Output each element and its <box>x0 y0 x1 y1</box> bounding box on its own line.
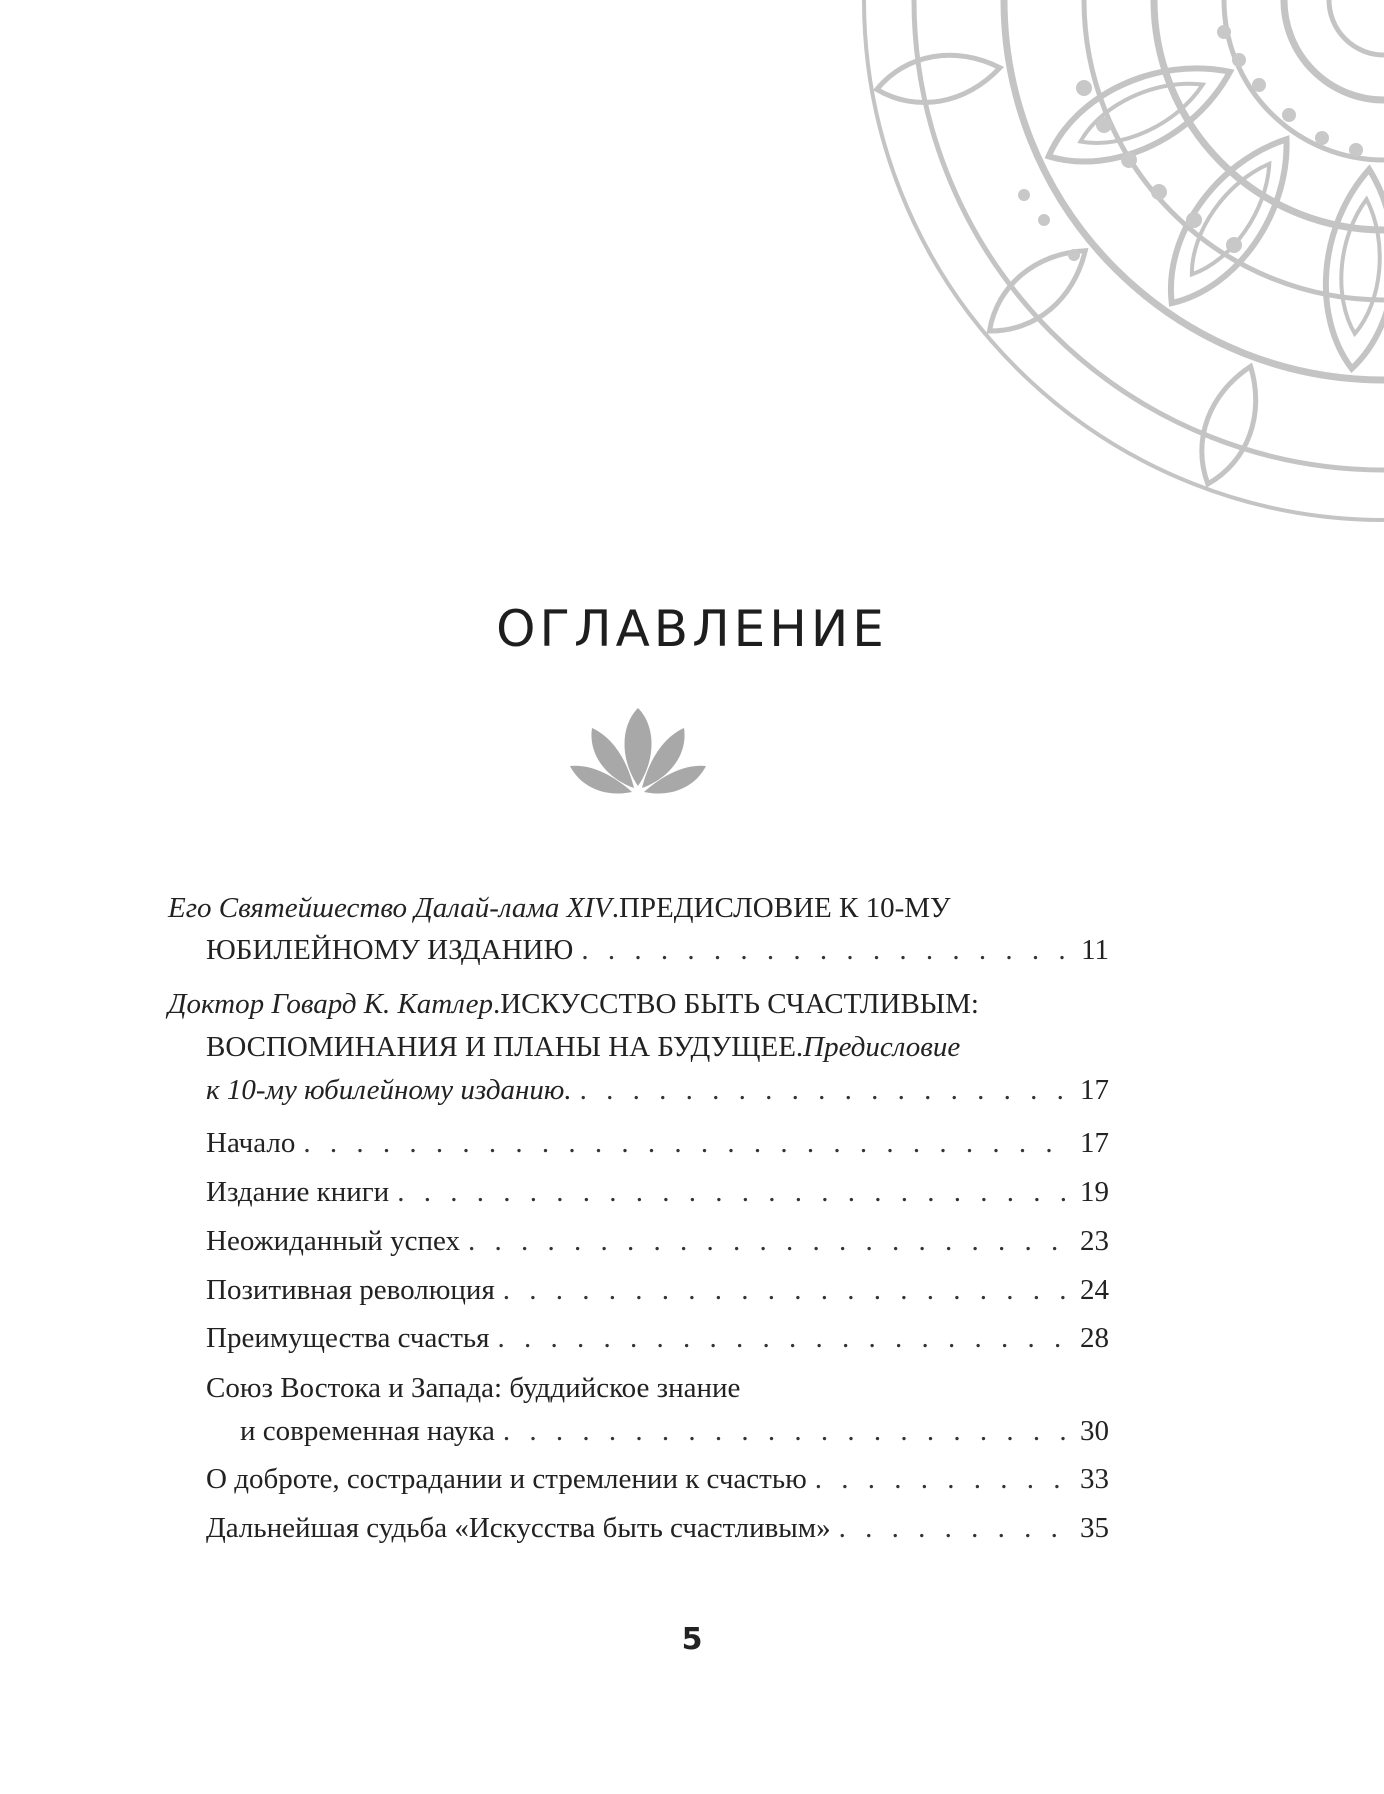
toc-page-number: 23 <box>1080 1225 1109 1257</box>
toc-entry-title: ИСКУССТВО БЫТЬ СЧАСТЛИВЫМ: <box>500 988 979 1020</box>
toc-entry-title: ЮБИЛЕЙНОМУ ИЗДАНИЮ <box>206 934 574 966</box>
toc-entry-title: Преимущества счастья <box>206 1322 490 1354</box>
toc-entry[interactable] <box>206 1506 1109 1550</box>
toc-entry-title: Издание книги <box>206 1176 390 1208</box>
toc-entry-title: Союз Востока и Запада: буддийское знание <box>206 1372 741 1404</box>
toc-entry[interactable] <box>206 1121 1109 1165</box>
toc-entry[interactable] <box>206 1268 1109 1312</box>
dot-leader <box>580 1068 1065 1112</box>
toc-entry-title: ВОСПОМИНАНИЯ И ПЛАНЫ НА БУДУЩЕЕ. <box>206 1031 804 1063</box>
toc-author: Доктор Говард К. Катлер <box>168 988 493 1020</box>
page-title: ОГЛАВЛЕНИЕ <box>496 600 888 658</box>
toc-entry-title: Начало <box>206 1127 296 1159</box>
toc-entry[interactable] <box>206 928 1109 972</box>
toc-page-number: 35 <box>1080 1512 1109 1544</box>
dot-leader <box>503 1268 1065 1312</box>
toc-entry-title: ПРЕДИСЛОВИЕ К 10-МУ <box>618 892 951 924</box>
toc-page-number: 17 <box>1080 1127 1109 1159</box>
dot-leader <box>581 928 1065 972</box>
dot-leader <box>497 1316 1065 1360</box>
toc-entry[interactable] <box>206 1366 740 1410</box>
dot-leader <box>303 1121 1065 1165</box>
toc-entry-title: Неожиданный успех <box>206 1225 460 1257</box>
toc-page-number: 30 <box>1080 1415 1109 1447</box>
toc-page-number: 11 <box>1081 934 1109 966</box>
toc-entry-title: Дальнейшая судьба «Искусства быть счастливым» <box>206 1512 831 1544</box>
dot-leader <box>839 1506 1065 1550</box>
toc-entry[interactable] <box>240 1409 1109 1453</box>
toc-entry[interactable] <box>206 1219 1109 1263</box>
toc-entry-title: О доброте, сострадании и стремлении к счастью <box>206 1463 807 1495</box>
toc-separator: . <box>611 892 619 924</box>
dot-leader <box>397 1170 1065 1214</box>
dot-leader <box>468 1219 1065 1263</box>
toc-entry-subtitle: Предисловие <box>803 1031 961 1063</box>
toc-entry[interactable] <box>206 1068 1109 1112</box>
toc-entry[interactable] <box>206 1170 1109 1214</box>
toc-entry-title: и современная наука <box>240 1415 495 1447</box>
toc-entry[interactable] <box>168 886 951 930</box>
page-number: 5 <box>681 1622 703 1657</box>
toc-entry-subtitle: к 10-му юбилейному изданию. <box>206 1074 572 1106</box>
dot-leader <box>815 1457 1065 1501</box>
toc-entry[interactable] <box>206 1457 1109 1501</box>
toc-entry[interactable] <box>206 1025 960 1069</box>
toc-separator: . <box>492 988 501 1020</box>
dot-leader <box>503 1409 1065 1453</box>
toc-page-number: 28 <box>1080 1322 1109 1354</box>
toc-author: Его Святейшество Далай-лама XIV <box>168 892 612 924</box>
toc-entry[interactable] <box>206 1316 1109 1360</box>
toc-entry-title: Позитивная революция <box>206 1274 495 1306</box>
toc-entry[interactable] <box>168 982 979 1026</box>
toc-page-number: 33 <box>1080 1463 1109 1495</box>
toc-page-number: 24 <box>1080 1274 1109 1306</box>
toc-page-number: 17 <box>1080 1074 1109 1106</box>
toc-page-number: 19 <box>1080 1176 1109 1208</box>
